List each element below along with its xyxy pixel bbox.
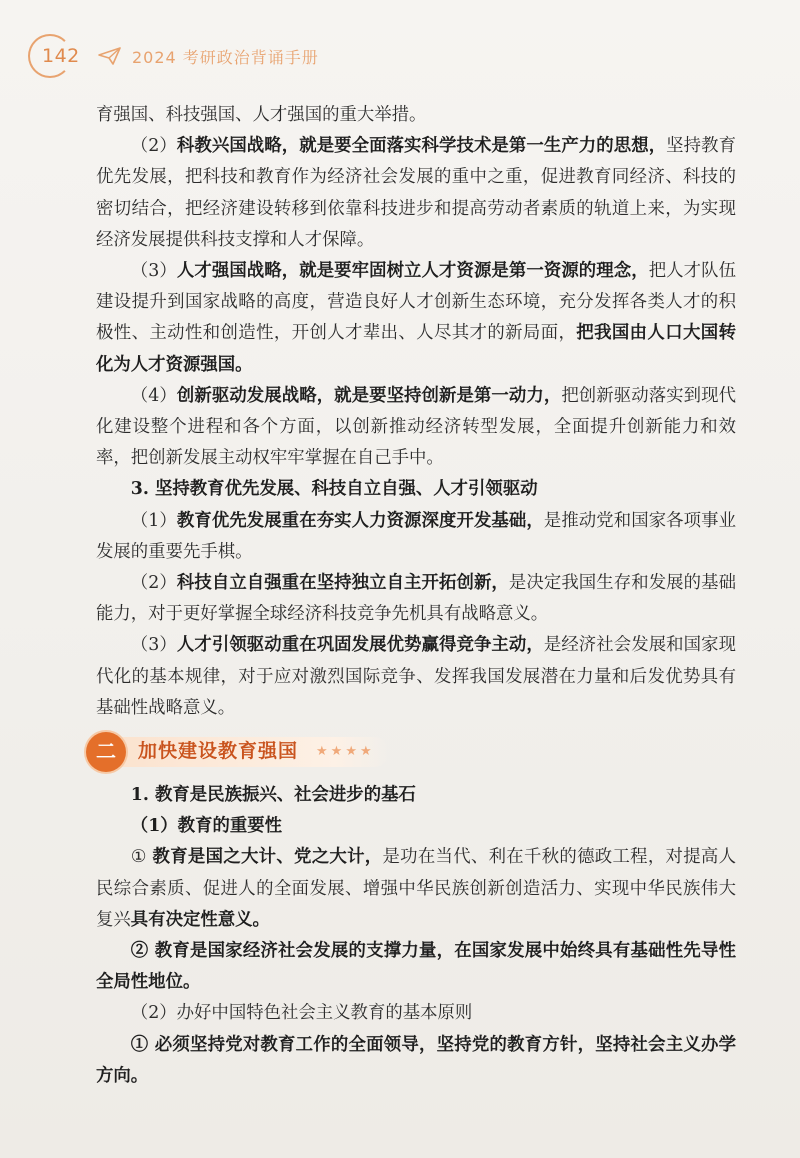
body-text: 坚持教育优先发展，把科技和教育作为经济社会发展的重中之重，促进教育同经济、科技的密切结合，把经济建设转移到依靠科技进步和提高劳动者素质的轨道上来，为实现经济发展提供科技支撑和人才保障。 <box>96 136 736 250</box>
subheading: 1. 教育是民族振兴、社会进步的基石 <box>130 785 416 806</box>
section-number-badge <box>86 732 126 772</box>
subheading: （2）办好中国特色社会主义教育的基本原则 <box>130 1003 473 1024</box>
item-number: （4） <box>130 385 177 406</box>
section-number: 二 <box>96 739 116 764</box>
bold-text: 教育是国之大计、党之大计， <box>152 847 383 868</box>
paragraph: ② 教育是国家经济社会发展的支撑力量，在国家发展中始终具有基础性先导性全局性地位。 <box>96 941 736 993</box>
item-number: （3） <box>130 635 177 656</box>
bold-text: 把我国由人口大国转化为人才资源强国。 <box>96 323 736 375</box>
page-body <box>96 100 736 1092</box>
body-text: 是功在当代、利在千秋的德政工程，对提高人民综合素质、促进人的全面发展、增强中华民族创新创造活力、实现中华民族伟大复兴 <box>96 847 736 930</box>
item-number: （2） <box>130 573 177 594</box>
subheading: 3. 坚持教育优先发展、科技自立自强、人才引领驱动 <box>130 479 538 500</box>
paragraph <box>96 568 736 630</box>
body-text: 把人才队伍建设提升到国家战略的高度，营造良好人才创新生态环境，充分发挥各类人才的积极性、主动性和创造性，开创人才辈出、人尽其才的新局面， <box>96 261 736 344</box>
item-number: （2） <box>130 136 177 157</box>
section-heading <box>86 730 736 774</box>
paragraph <box>96 256 736 381</box>
section-title: 加快建设教育强国 <box>138 740 299 763</box>
bold-text: 教育优先发展重在夯实人力资源深度开发基础， <box>176 510 544 531</box>
body-text: 是决定我国生存和发展的基础能力，对于更好掌握全球经济科技竞争先机具有战略意义。 <box>96 573 736 625</box>
paragraph <box>96 630 736 724</box>
book-title: 2024 考研政治背诵手册 <box>132 47 319 67</box>
paragraph: ① 必须坚持党对教育工作的全面领导，坚持党的教育方针，坚持社会主义办学方向。 <box>96 1034 736 1086</box>
bold-text: 科技自立自强重在坚持独立自主开拓创新， <box>176 573 509 594</box>
star-rating-icon: ★★★★ <box>316 744 375 760</box>
body-text: 是推动党和国家各项事业发展的重要先手棋。 <box>96 510 736 562</box>
bold-text: 人才引领驱动重在巩固发展优势赢得竞争主动， <box>176 635 544 656</box>
paragraph <box>96 506 736 568</box>
bold-text: 创新驱动发展战略，就是要坚持创新是第一动力， <box>176 385 562 406</box>
bold-text: 具有决定性意义。 <box>130 909 270 930</box>
paper-plane-icon <box>98 46 122 66</box>
section-title-box <box>122 737 389 767</box>
body-text: 是经济社会发展和国家现代化的基本规律，对于应对激烈国际竞争、发挥我国发展潜在力量和后发优势具有基础性战略意义。 <box>96 635 736 718</box>
paragraph: 育强国、科技强国、人才强国的重大举措。 <box>96 105 427 125</box>
page-header <box>28 36 319 76</box>
paragraph <box>96 842 736 936</box>
item-number: （3） <box>130 261 177 282</box>
bold-text: 科教兴国战略，就是要全面落实科学技术是第一生产力的思想， <box>176 136 667 157</box>
item-number: （1） <box>130 510 177 531</box>
bold-text: 人才强国战略，就是要牢固树立人才资源是第一资源的理念， <box>176 261 649 282</box>
item-number: ① <box>130 847 153 868</box>
body-text: 把创新驱动落实到现代化建设整个进程和各个方面，以创新推动经济转型发展，全面提升创新能力和效率，把创新发展主动权牢牢掌握在自己手中。 <box>96 385 736 469</box>
page-number: 142 <box>42 45 80 67</box>
paragraph <box>96 381 736 475</box>
subheading: （1）教育的重要性 <box>130 816 283 837</box>
paragraph <box>96 131 736 256</box>
page-number-badge <box>28 34 84 78</box>
